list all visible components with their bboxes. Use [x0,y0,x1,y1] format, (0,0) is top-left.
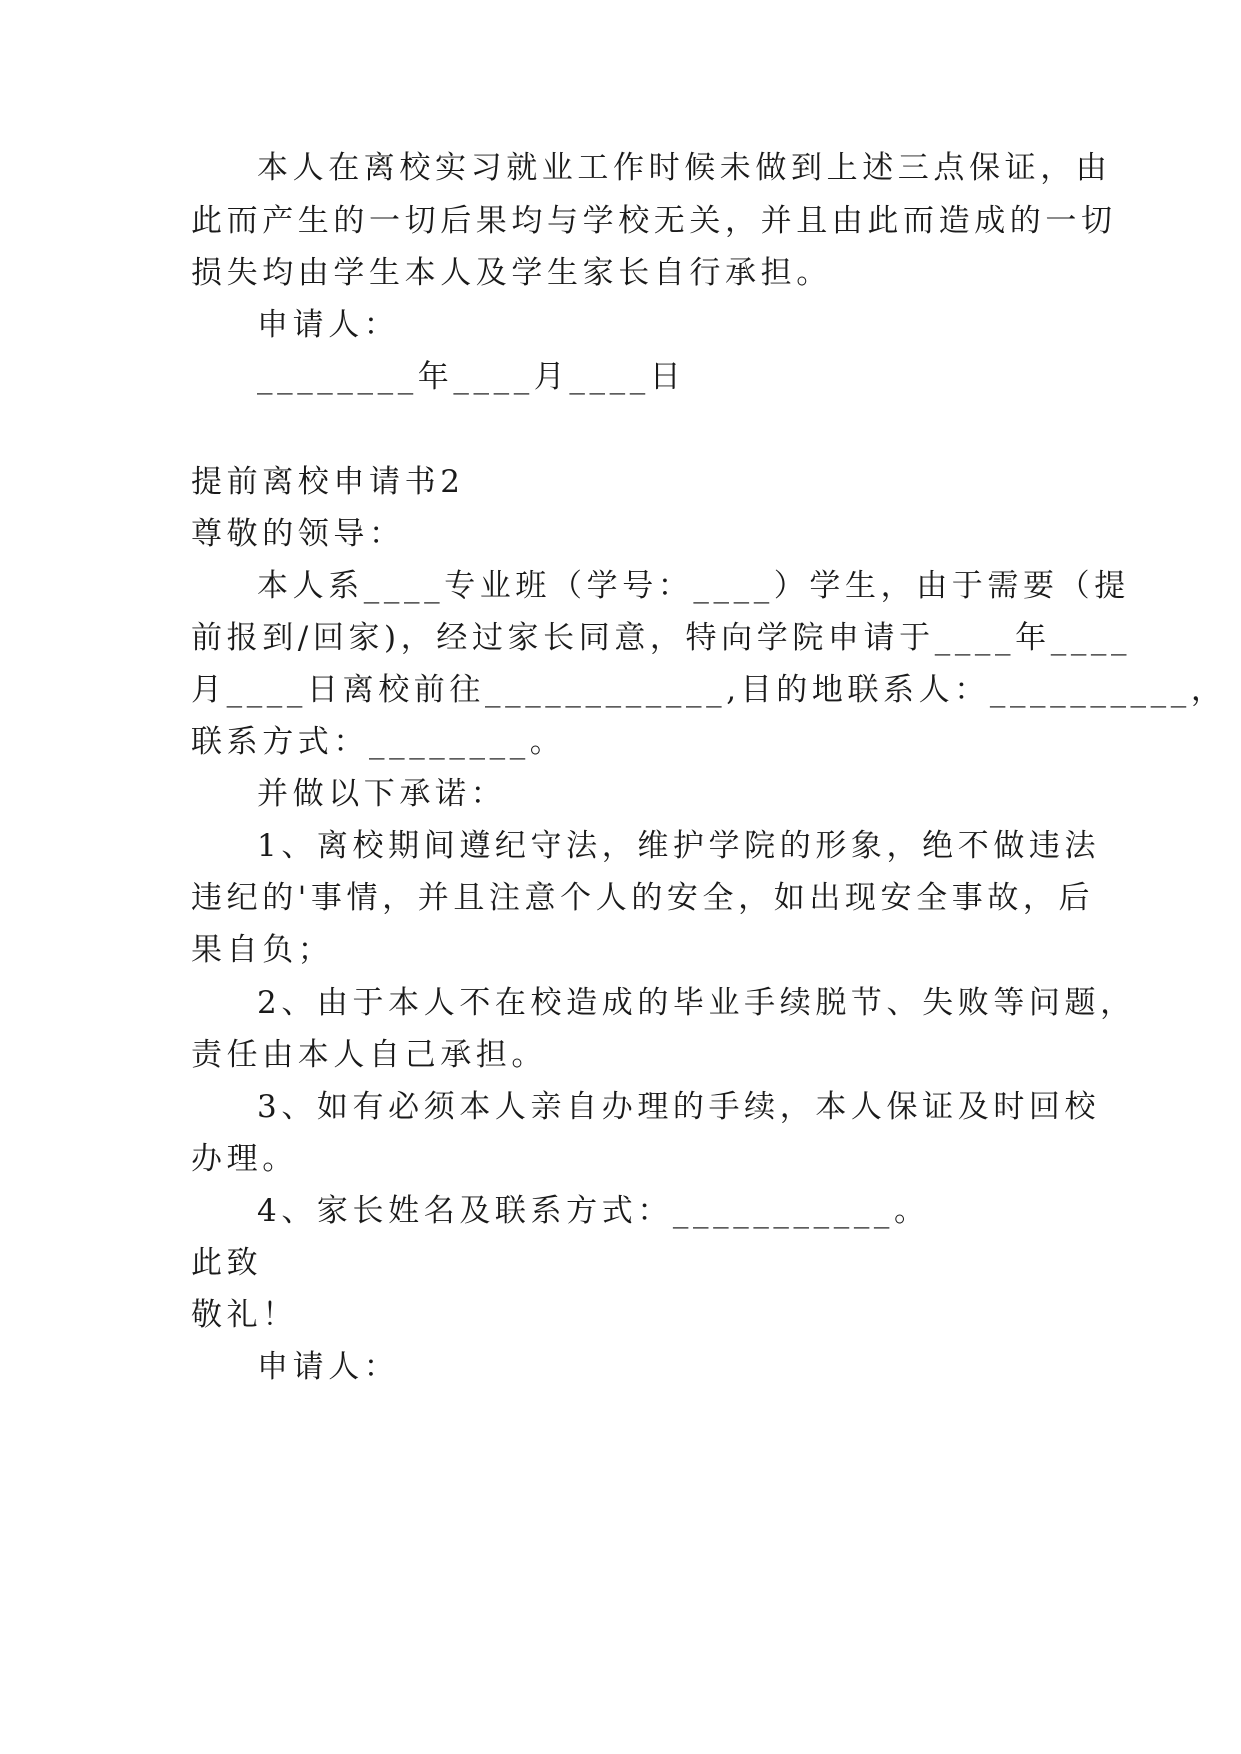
paragraph-line: 损失均由学生本人及学生家长自行承担。 [191,255,832,291]
salutation: 尊敬的领导： [191,516,405,552]
applicant-label: 申请人： [257,1349,400,1385]
paragraph-line: 月____日离校前往____________,目的地联系人：__________， [191,672,1227,708]
commitment-item-3: 3、如有必须本人亲自办理的手续，本人保证及时回校 [257,1089,1101,1125]
applicant-label: 申请人： [257,307,400,343]
paragraph-line: 本人在离校实习就业工作时候未做到上述三点保证，由 [257,150,1112,186]
section-title: 提前离校申请书2 [191,464,465,500]
closing-line: 此致 [191,1245,263,1281]
paragraph-line: 本人系____专业班（学号：____）学生，由于需要（提 [257,568,1130,604]
paragraph-line: 前报到/回家)，经过家长同意，特向学院申请于____年____ [191,620,1132,656]
commitment-item-1-cont: 果自负； [191,932,334,968]
paragraph-line: 此而产生的一切后果均与学校无关，并且由此而造成的一切 [191,203,1117,239]
commitment-intro: 并做以下承诺： [257,776,507,812]
commitment-item-1: 1、离校期间遵纪守法，维护学院的形象，绝不做违法 [257,828,1101,864]
commitment-item-1-cont: 违纪的'事情，并且注意个人的安全，如出现安全事故，后 [191,880,1095,916]
commitment-item-2: 2、由于本人不在校造成的毕业手续脱节、失败等问题， [257,985,1136,1021]
paragraph-line: 联系方式：________。 [191,724,566,760]
date-line: ________年____月____日 [257,359,686,395]
commitment-item-4: 4、家长姓名及联系方式：___________。 [257,1193,930,1229]
commitment-item-3-cont: 办理。 [191,1141,298,1177]
commitment-item-2-cont: 责任由本人自己承担。 [191,1037,547,1073]
closing-line: 敬礼！ [191,1297,298,1333]
